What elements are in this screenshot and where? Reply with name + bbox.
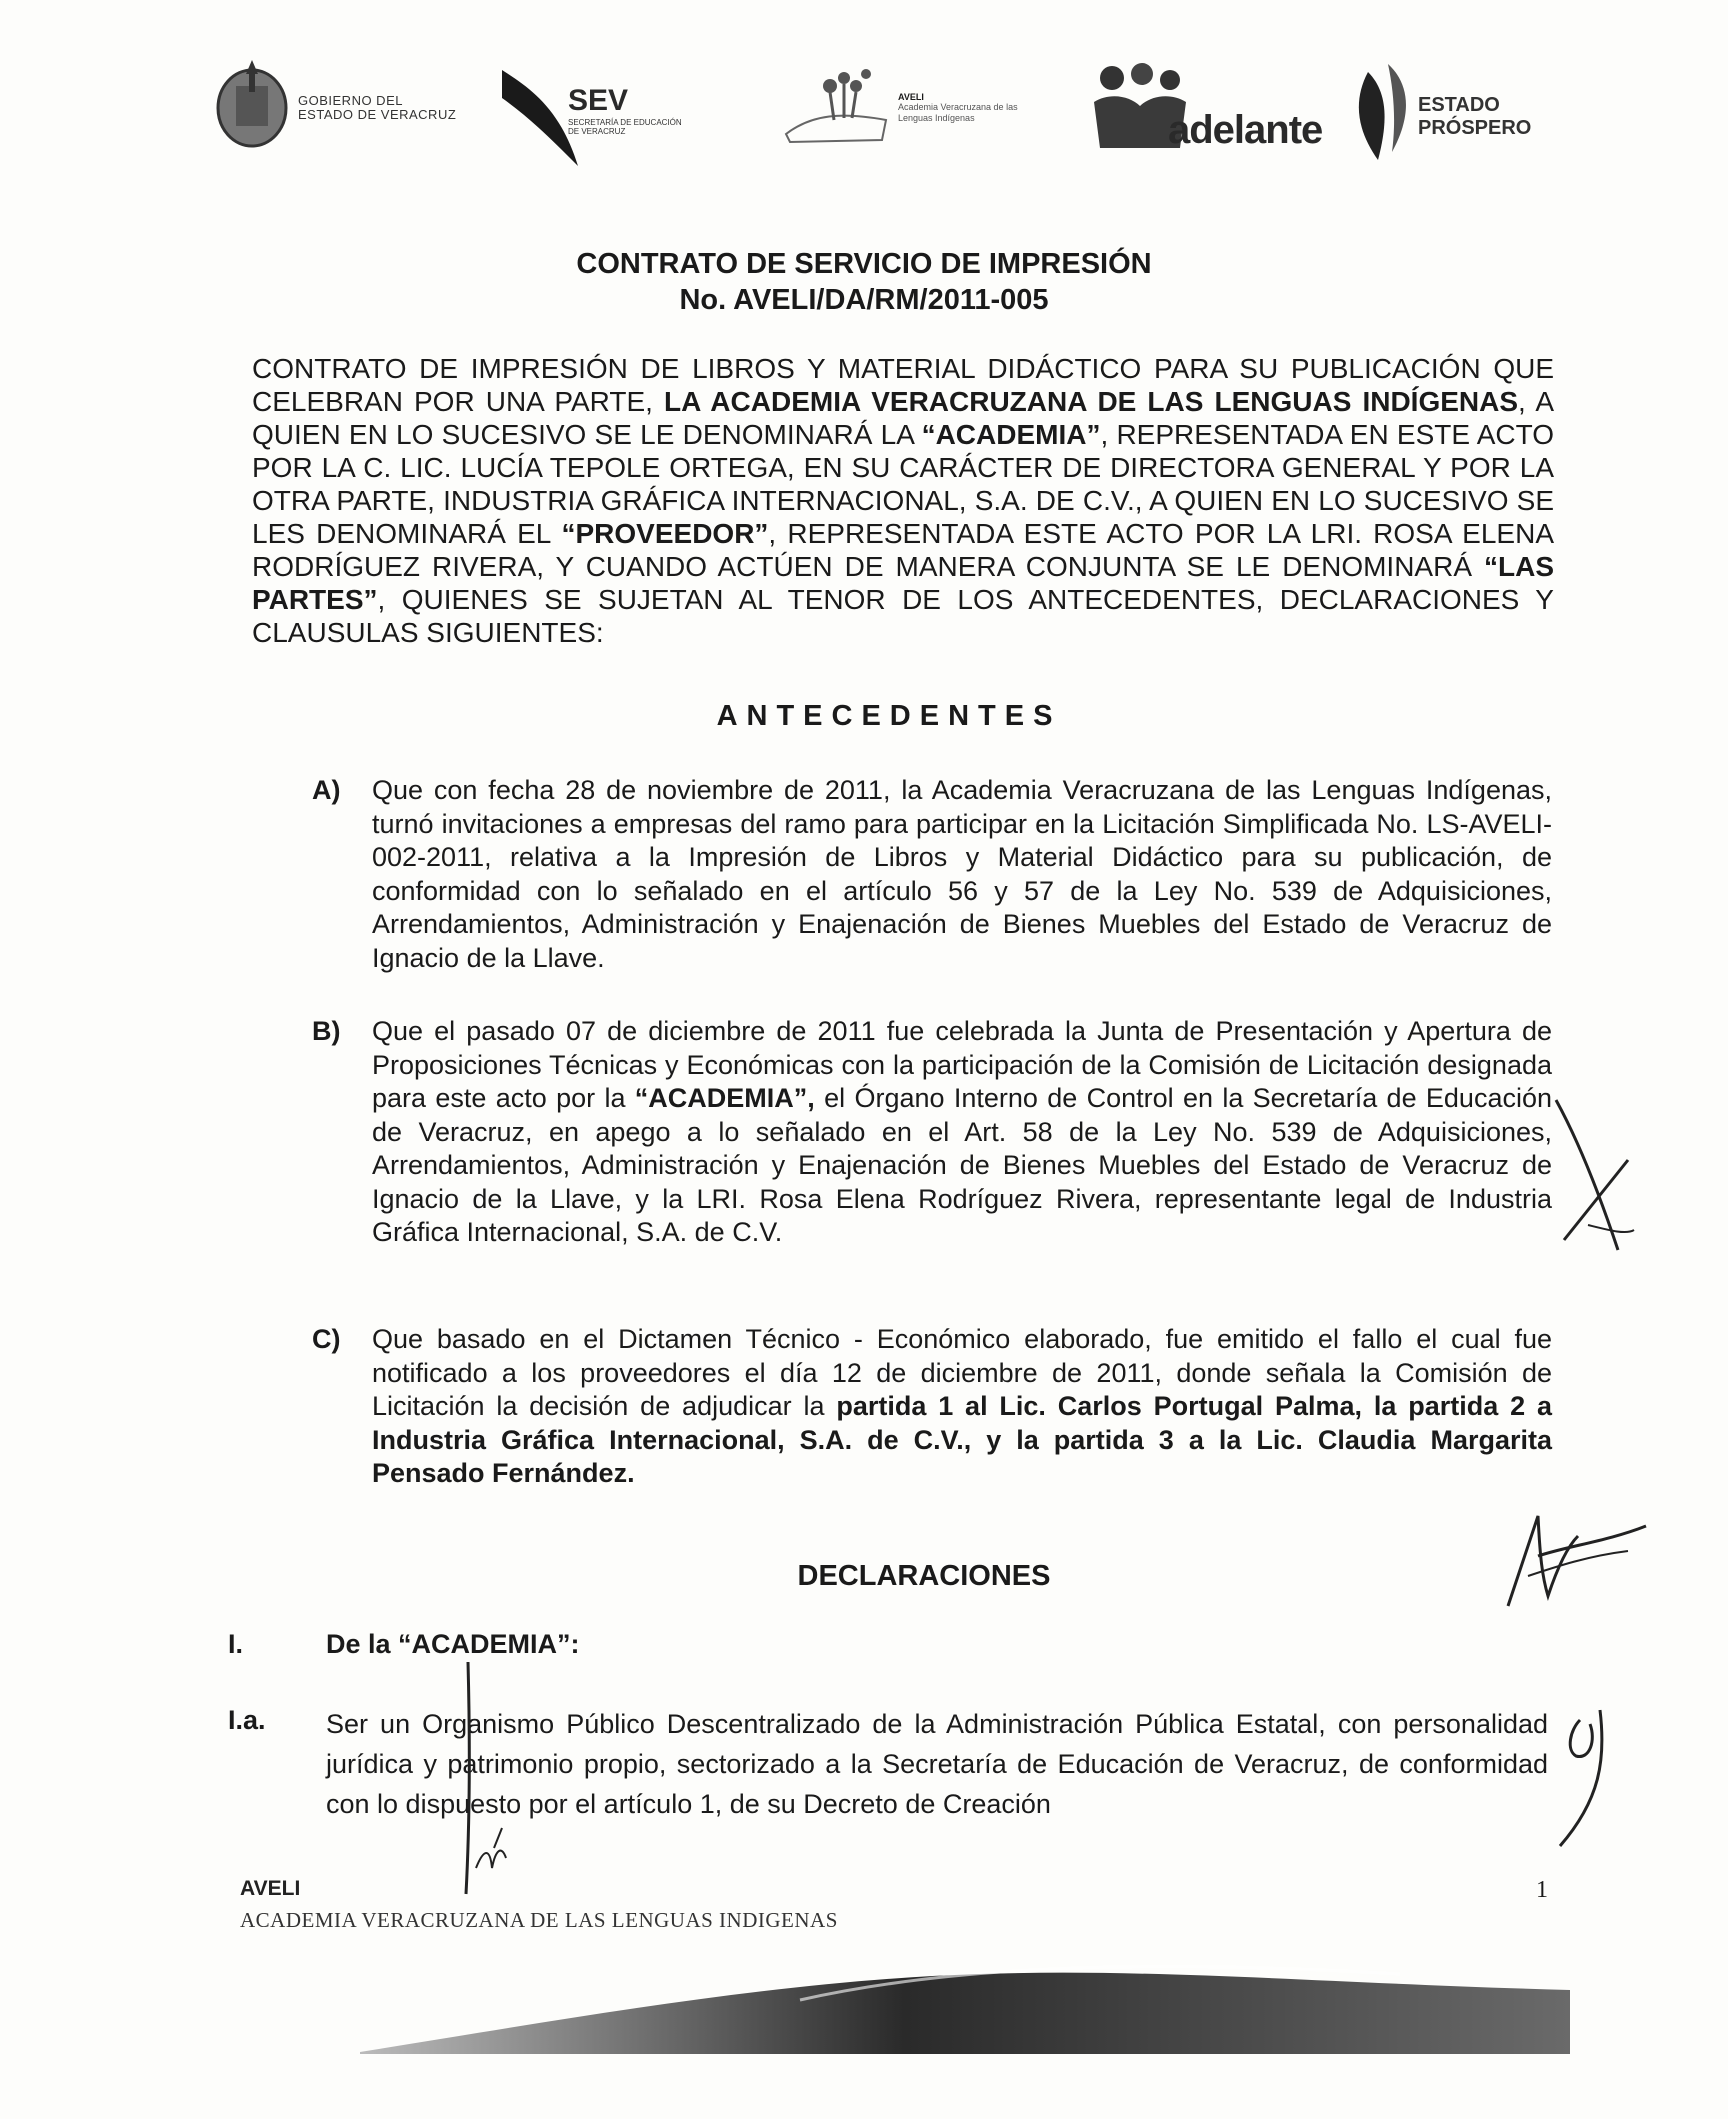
declaracion-ia-text: Ser un Organismo Público Descentralizado de la Administración Pública Estatal, con personalidad jurídica y patrimonio propio, sectorizado a la Secretaría de Educación de Veracruz, de conformidad con lo dispuesto por el artículo 1, de su Decreto de Creación xyxy=(326,1709,1548,1819)
intro-academia-term: “ACADEMIA” xyxy=(921,419,1101,450)
intro-text-1: CONTRATO DE IMPRESIÓN DE LIBROS Y MATERIAL DIDÁCTICO PARA SU PUBLICACIÓN QUE CELEBRAN POR UNA PARTE, xyxy=(252,353,1554,417)
footer-academia-name: ACADEMIA VERACRUZANA DE LAS LENGUAS INDIGENAS xyxy=(240,1908,838,1932)
aveli-sub2: Lenguas Indígenas xyxy=(898,113,975,123)
signature-initials xyxy=(1478,1496,1648,1616)
page-number: 1 xyxy=(1536,1877,1548,1903)
gobierno-logo-text xyxy=(298,94,456,122)
antecedente-b-text xyxy=(372,1015,1552,1250)
sev-sub1: SECRETARÍA DE EDUCACIÓN xyxy=(568,118,682,127)
gobierno-line1: GOBIERNO DEL xyxy=(298,93,403,108)
estado-logo-text xyxy=(1418,94,1531,140)
footer-aveli: AVELI xyxy=(240,1877,301,1900)
signature-right-margin xyxy=(1540,1700,1620,1850)
aveli-hands-icon xyxy=(782,64,892,144)
antecedente-b-bold: “ACADEMIA”, xyxy=(634,1083,815,1113)
intro-text-4: , REPRESENTADA ESTE ACTO POR LA LRI. ROSA ELENA RODRÍGUEZ RIVERA, Y CUANDO ACTÚEN DE MANERA CONJUNTA SE LE DENOMINARÁ xyxy=(252,518,1554,582)
antecedente-a-label: A) xyxy=(312,775,341,805)
contract-number: No. AVELI/DA/RM/2011-005 xyxy=(679,284,1049,316)
intro-text-5: , QUIENES SE SUJETAN AL TENOR DE LOS ANTECEDENTES, DECLARACIONES Y CLAUSULAS SIGUIENTES: xyxy=(252,584,1554,648)
adelante-logo-text: adelante xyxy=(1168,108,1323,152)
estado-line2: PRÓSPERO xyxy=(1418,117,1532,139)
antecedentes-heading: ANTECEDENTES xyxy=(716,700,1062,732)
declaraciones-heading: DECLARACIONES xyxy=(797,1560,1051,1592)
declaracion-i-label: I. xyxy=(228,1629,244,1659)
antecedente-b-label: B) xyxy=(312,1016,341,1046)
intro-text-3: , REPRESENTADA EN ESTE ACTO POR LA C. LIC. LUCÍA TEPOLE ORTEGA, EN SU CARÁCTER DE DIRECTORA GENERAL Y POR LA OTRA PARTE, INDUSTRIA GRÁFICA INTERNACIONAL, S.A. DE C.V., A QUIEN EN LO SUCESIVO SE LES DENOMINARÁ EL xyxy=(252,419,1554,549)
gobierno-line2: ESTADO DE VERACRUZ xyxy=(298,107,457,122)
antecedente-b-text-2: el Órgano Interno de Control en la Secretaría de Educación de Veracruz, en apego a lo señalado en el Art. 58 de la Ley No. 539 de Adquisiciones, Arrendamientos, Administración y Enajenación de Bienes Muebles del Estado de Veracruz de Ignacio de la Llave, y la LRI. Rosa Elena Rodríguez Rivera, representante legal de Industria Gráfica Internacional, S.A. de C.V. xyxy=(372,1083,1552,1247)
antecedente-a-text: Que con fecha 28 de noviembre de 2011, la Academia Veracruzana de las Lenguas Indígenas, turnó invitaciones a empresas del ramo para participar en la Licitación Simplificada No. LS-AVELI-002-2011, relativa a la Impresión de Libros y Material Didáctico para su publicación, de conformidad con lo señalado en el artículo 56 y 57 de la Ley No. 539 de Adquisiciones, Arrendamientos, Administración y Enajenación de Bienes Muebles del Estado de Veracruz de Ignacio de la Llave. xyxy=(372,775,1552,973)
footer-wave-band xyxy=(360,1960,1570,2056)
declaracion-i-text: De la “ACADEMIA”: xyxy=(326,1629,580,1659)
sev-logo-text xyxy=(568,84,682,136)
estado-line1: ESTADO xyxy=(1418,94,1500,116)
intro-proveedor-term: “PROVEEDOR” xyxy=(561,518,769,549)
title-line1: CONTRATO DE SERVICIO DE IMPRESIÓN xyxy=(576,248,1152,280)
aveli-logo-text xyxy=(898,92,1018,124)
signature-vertical-stroke xyxy=(440,1658,530,1898)
antecedente-b-text-1: Que el pasado 07 de diciembre de 2011 fue celebrada la Junta de Presentación y Apertura de Proposiciones Técnicas y Económicas con la participación de la Comisión de Licitación designada para este acto por la xyxy=(372,1016,1552,1113)
sev-name: SEV xyxy=(568,84,629,117)
antecedente-c-bold: partida 1 al Lic. Carlos Portugal Palma, la partida 2 a Industria Gráfica Internacional, S.A. de C.V., y la partida 3 a la Lic. Claudia Margarita Pensado Fernández. xyxy=(372,1391,1552,1488)
signature-x-mark xyxy=(1548,1090,1638,1260)
antecedente-c-text xyxy=(372,1323,1552,1491)
coat-of-arms-icon xyxy=(212,56,292,151)
antecedente-c-label: C) xyxy=(312,1324,341,1354)
intro-academia-name: LA ACADEMIA VERACRUZANA DE LAS LENGUAS INDÍGENAS xyxy=(664,386,1519,417)
aveli-name: AVELI xyxy=(898,92,924,102)
header-logos xyxy=(0,40,1728,170)
antecedente-c-text-1: Que basado en el Dictamen Técnico - Económico elaborado, fue emitido el fallo el cual fue notificado a los proveedores el día 12 de diciembre de 2011, donde señala la Comisión de Licitación la decisión de adjudicar la xyxy=(372,1324,1552,1421)
contract-title xyxy=(0,246,1728,318)
intro-text-2: , A QUIEN EN LO SUCESIVO SE LE DENOMINARÁ LA xyxy=(252,386,1555,450)
declaracion-ia-label: I.a. xyxy=(228,1705,266,1735)
sev-sub2: DE VERACRUZ xyxy=(568,127,626,136)
intro-paragraph xyxy=(252,352,1554,649)
intro-partes-term: “LAS PARTES” xyxy=(252,551,1554,615)
estado-prospero-icon xyxy=(1348,62,1418,162)
aveli-sub1: Academia Veracruzana de las xyxy=(898,102,1018,112)
